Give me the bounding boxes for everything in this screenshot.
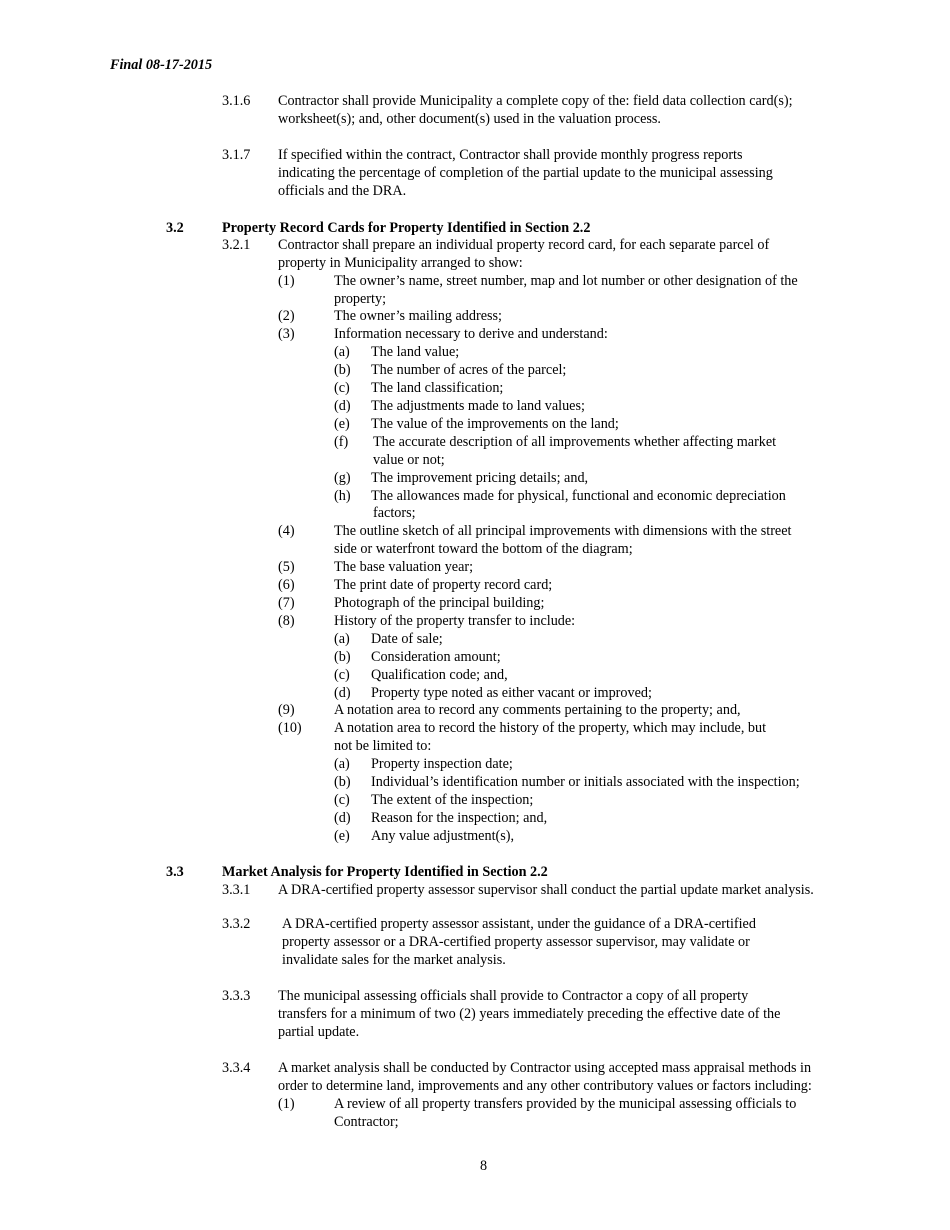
item-number: (6) [278, 577, 295, 593]
subitem-letter: (b) [334, 774, 351, 790]
item-number: (3) [278, 326, 295, 342]
subitem-text: value or not; [373, 452, 445, 468]
page-header: Final 08-17-2015 [110, 57, 213, 73]
clause-text: partial update. [278, 1024, 360, 1040]
clause-number: 3.3.4 [222, 1060, 251, 1076]
section-title: Property Record Cards for Property Identified in Section 2.2 [222, 220, 591, 236]
subitem-text: The improvement pricing details; and, [371, 470, 589, 486]
subitem-letter: (e) [334, 416, 350, 432]
item-number: (8) [278, 613, 295, 629]
subitem-text: Consideration amount; [371, 649, 501, 665]
item-text: History of the property transfer to include: [334, 613, 576, 629]
clause-number: 3.3.1 [222, 882, 251, 898]
clause-number: 3.3.3 [222, 988, 251, 1004]
subitem-text: factors; [373, 505, 416, 521]
subitem-letter: (c) [334, 667, 350, 683]
item-text: A notation area to record any comments pertaining to the property; and, [334, 702, 741, 718]
clause-text: The municipal assessing officials shall provide to Contractor a copy of all property [278, 988, 749, 1004]
section-title: Market Analysis for Property Identified in Section 2.2 [222, 864, 548, 880]
item-text: The owner’s name, street number, map and lot number or other designation of the [334, 273, 798, 289]
subitem-letter: (b) [334, 649, 351, 665]
item-text: The outline sketch of all principal improvements with dimensions with the street [334, 523, 792, 539]
item-text: Contractor; [334, 1114, 399, 1130]
subitem-letter: (c) [334, 792, 350, 808]
clause-text: invalidate sales for the market analysis. [282, 952, 506, 968]
item-number: (2) [278, 308, 295, 324]
item-number: (9) [278, 702, 295, 718]
subitem-letter: (c) [334, 380, 350, 396]
subitem-letter: (b) [334, 362, 351, 378]
clause-text: A DRA-certified property assessor supervisor shall conduct the partial update market analysis. [278, 882, 814, 898]
item-text: property; [334, 291, 387, 307]
subitem-text: Individual’s identification number or initials associated with the inspection; [371, 774, 800, 790]
page-number: 8 [480, 1158, 488, 1174]
section-number: 3.3 [166, 864, 184, 880]
clause-text: worksheet(s); and, other document(s) used in the valuation process. [278, 111, 661, 127]
item-text: A notation area to record the history of the property, which may include, but [334, 720, 767, 736]
subitem-letter: (d) [334, 685, 351, 701]
subitem-text: Property type noted as either vacant or improved; [371, 685, 652, 701]
subitem-text: The land value; [371, 344, 460, 360]
subitem-text: The adjustments made to land values; [371, 398, 585, 414]
item-number: (10) [278, 720, 302, 736]
clause-text: indicating the percentage of completion of the partial update to the municipal assessing [278, 165, 773, 181]
item-number: (4) [278, 523, 295, 539]
clause-text: property assessor or a DRA-certified property assessor supervisor, may validate or [282, 934, 750, 950]
subitem-letter: (a) [334, 756, 350, 772]
item-text: The owner’s mailing address; [334, 308, 502, 324]
clause-number: 3.1.7 [222, 147, 251, 163]
item-number: (1) [278, 273, 295, 289]
item-number: (5) [278, 559, 295, 575]
subitem-text: The accurate description of all improvements whether affecting market [373, 434, 777, 450]
clause-text: order to determine land, improvements and any other contributory values or factors including: [278, 1078, 812, 1094]
clause-text: A DRA-certified property assessor assistant, under the guidance of a DRA-certified [282, 916, 756, 932]
subitem-letter: (g) [334, 470, 351, 486]
subitem-text: The land classification; [371, 380, 504, 396]
item-text: The print date of property record card; [334, 577, 553, 593]
item-text: Information necessary to derive and understand: [334, 326, 608, 342]
subitem-letter: (f) [334, 434, 349, 450]
clause-number: 3.1.6 [222, 93, 251, 109]
clause-text: If specified within the contract, Contractor shall provide monthly progress reports [278, 147, 743, 163]
clause-number: 3.3.2 [222, 916, 251, 932]
item-number: (1) [278, 1096, 295, 1112]
subitem-text: Date of sale; [371, 631, 443, 647]
clause-text: property in Municipality arranged to show: [278, 255, 523, 271]
item-text: A review of all property transfers provided by the municipal assessing officials to [334, 1096, 797, 1112]
item-text: not be limited to: [334, 738, 432, 754]
clause-text: Contractor shall provide Municipality a complete copy of the: field data collection card(s); [278, 93, 793, 109]
clause-text: officials and the DRA. [278, 183, 407, 199]
subitem-letter: (a) [334, 344, 350, 360]
item-text: Photograph of the principal building; [334, 595, 545, 611]
item-text: The base valuation year; [334, 559, 474, 575]
subitem-text: The extent of the inspection; [371, 792, 534, 808]
subitem-text: The allowances made for physical, functional and economic depreciation [371, 488, 786, 504]
subitem-text: The number of acres of the parcel; [371, 362, 567, 378]
subitem-letter: (h) [334, 488, 351, 504]
section-number: 3.2 [166, 220, 184, 236]
clause-text: Contractor shall prepare an individual property record card, for each separate parcel of [278, 237, 770, 253]
subitem-text: Reason for the inspection; and, [371, 810, 548, 826]
subitem-letter: (d) [334, 810, 351, 826]
subitem-letter: (e) [334, 828, 350, 844]
subitem-letter: (d) [334, 398, 351, 414]
subitem-letter: (a) [334, 631, 350, 647]
item-number: (7) [278, 595, 295, 611]
subitem-text: Any value adjustment(s), [371, 828, 515, 844]
clause-text: A market analysis shall be conducted by Contractor using accepted mass appraisal methods in [278, 1060, 812, 1076]
subitem-text: Qualification code; and, [371, 667, 508, 683]
subitem-text: The value of the improvements on the land; [371, 416, 619, 432]
item-text: side or waterfront toward the bottom of the diagram; [334, 541, 633, 557]
clause-number: 3.2.1 [222, 237, 251, 253]
subitem-text: Property inspection date; [371, 756, 513, 772]
clause-text: transfers for a minimum of two (2) years immediately preceding the effective date of the [278, 1006, 781, 1022]
